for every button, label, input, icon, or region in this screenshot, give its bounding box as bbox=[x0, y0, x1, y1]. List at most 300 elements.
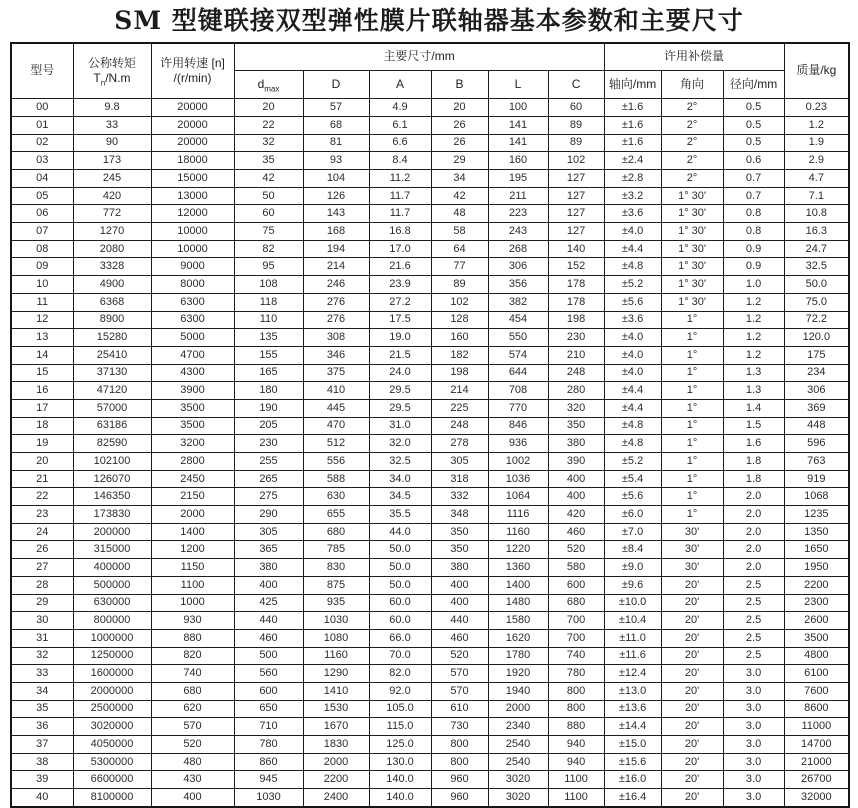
cell-mass: 3500 bbox=[784, 629, 849, 647]
header-angular: 角向 bbox=[661, 71, 723, 99]
cell-speed: 570 bbox=[151, 718, 234, 736]
cell-torque: 500000 bbox=[73, 576, 151, 594]
cell-radial: 2.0 bbox=[723, 541, 784, 559]
cell-C: 140 bbox=[548, 240, 604, 258]
cell-speed: 20000 bbox=[151, 116, 234, 134]
cell-D: 276 bbox=[303, 311, 369, 329]
page-title: SM 型键联接双型弹性膜片联轴器基本参数和主要尺寸 bbox=[114, 6, 744, 35]
cell-B: 34 bbox=[431, 170, 488, 188]
cell-A: 130.0 bbox=[369, 753, 431, 771]
table-row bbox=[11, 506, 849, 524]
cell-dmax: 35 bbox=[234, 152, 303, 170]
cell-speed: 680 bbox=[151, 682, 234, 700]
table-row bbox=[11, 134, 849, 152]
cell-C: 520 bbox=[548, 541, 604, 559]
cell-radial: 3.0 bbox=[723, 718, 784, 736]
cell-model: 36 bbox=[11, 718, 73, 736]
cell-model: 12 bbox=[11, 311, 73, 329]
cell-speed: 3200 bbox=[151, 435, 234, 453]
table-row bbox=[11, 346, 849, 364]
table-row bbox=[11, 364, 849, 382]
cell-dmax: 42 bbox=[234, 170, 303, 188]
cell-mass: 75.0 bbox=[784, 293, 849, 311]
header-model: 型号 bbox=[11, 43, 73, 99]
cell-C: 680 bbox=[548, 594, 604, 612]
cell-torque: 47120 bbox=[73, 382, 151, 400]
cell-D: 276 bbox=[303, 293, 369, 311]
cell-B: 20 bbox=[431, 99, 488, 117]
header-dim-L: L bbox=[488, 71, 548, 99]
cell-C: 280 bbox=[548, 382, 604, 400]
cell-A: 32.5 bbox=[369, 453, 431, 471]
cell-A: 27.2 bbox=[369, 293, 431, 311]
cell-B: 102 bbox=[431, 293, 488, 311]
cell-angular: 1° 30' bbox=[661, 258, 723, 276]
cell-angular: 1° bbox=[661, 382, 723, 400]
cell-L: 382 bbox=[488, 293, 548, 311]
cell-B: 520 bbox=[431, 647, 488, 665]
cell-model: 01 bbox=[11, 116, 73, 134]
cell-mass: 32.5 bbox=[784, 258, 849, 276]
cell-C: 127 bbox=[548, 170, 604, 188]
cell-L: 1160 bbox=[488, 523, 548, 541]
header-main-dimensions: 主要尺寸/mm bbox=[234, 43, 604, 71]
cell-axial: ±2.4 bbox=[604, 152, 661, 170]
cell-axial: ±7.0 bbox=[604, 523, 661, 541]
cell-mass: 16.3 bbox=[784, 223, 849, 241]
header-dim-B: B bbox=[431, 71, 488, 99]
cell-D: 410 bbox=[303, 382, 369, 400]
cell-axial: ±12.4 bbox=[604, 665, 661, 683]
cell-radial: 2.5 bbox=[723, 594, 784, 612]
cell-torque: 1600000 bbox=[73, 665, 151, 683]
cell-C: 390 bbox=[548, 453, 604, 471]
cell-dmax: 780 bbox=[234, 736, 303, 754]
cell-D: 785 bbox=[303, 541, 369, 559]
cell-speed: 20000 bbox=[151, 99, 234, 117]
table-row bbox=[11, 453, 849, 471]
cell-radial: 3.0 bbox=[723, 753, 784, 771]
cell-C: 380 bbox=[548, 435, 604, 453]
cell-angular: 1° 30' bbox=[661, 240, 723, 258]
cell-model: 14 bbox=[11, 346, 73, 364]
cell-L: 1036 bbox=[488, 470, 548, 488]
cell-D: 346 bbox=[303, 346, 369, 364]
cell-A: 92.0 bbox=[369, 682, 431, 700]
cell-C: 700 bbox=[548, 629, 604, 647]
cell-L: 1620 bbox=[488, 629, 548, 647]
cell-dmax: 95 bbox=[234, 258, 303, 276]
cell-angular: 1° bbox=[661, 488, 723, 506]
header-speed bbox=[151, 43, 234, 99]
cell-speed: 1200 bbox=[151, 541, 234, 559]
cell-C: 60 bbox=[548, 99, 604, 117]
table-row bbox=[11, 116, 849, 134]
cell-A: 24.0 bbox=[369, 364, 431, 382]
cell-torque: 82590 bbox=[73, 435, 151, 453]
cell-D: 143 bbox=[303, 205, 369, 223]
cell-dmax: 75 bbox=[234, 223, 303, 241]
cell-angular: 1° 30' bbox=[661, 293, 723, 311]
cell-B: 440 bbox=[431, 612, 488, 630]
cell-torque: 5300000 bbox=[73, 753, 151, 771]
cell-axial: ±10.0 bbox=[604, 594, 661, 612]
table-row bbox=[11, 771, 849, 789]
cell-radial: 1.4 bbox=[723, 399, 784, 417]
cell-B: 64 bbox=[431, 240, 488, 258]
cell-L: 846 bbox=[488, 417, 548, 435]
cell-L: 306 bbox=[488, 258, 548, 276]
cell-B: 960 bbox=[431, 789, 488, 807]
header-compensation: 许用补偿量 bbox=[604, 43, 784, 71]
cell-L: 1360 bbox=[488, 559, 548, 577]
table-row bbox=[11, 205, 849, 223]
cell-speed: 2800 bbox=[151, 453, 234, 471]
cell-dmax: 20 bbox=[234, 99, 303, 117]
cell-model: 19 bbox=[11, 435, 73, 453]
header-dim-C: C bbox=[548, 71, 604, 99]
cell-radial: 0.9 bbox=[723, 240, 784, 258]
cell-mass: 448 bbox=[784, 417, 849, 435]
cell-torque: 8900 bbox=[73, 311, 151, 329]
cell-C: 400 bbox=[548, 488, 604, 506]
header-dim-D: D bbox=[303, 71, 369, 99]
cell-dmax: 600 bbox=[234, 682, 303, 700]
cell-dmax: 945 bbox=[234, 771, 303, 789]
cell-radial: 0.5 bbox=[723, 99, 784, 117]
cell-angular: 1° 30' bbox=[661, 223, 723, 241]
cell-A: 11.7 bbox=[369, 187, 431, 205]
table-row bbox=[11, 223, 849, 241]
cell-radial: 1.8 bbox=[723, 470, 784, 488]
cell-model: 20 bbox=[11, 453, 73, 471]
cell-torque: 1270 bbox=[73, 223, 151, 241]
cell-radial: 2.5 bbox=[723, 647, 784, 665]
cell-dmax: 82 bbox=[234, 240, 303, 258]
table-row bbox=[11, 682, 849, 700]
cell-torque: 25410 bbox=[73, 346, 151, 364]
cell-angular: 30' bbox=[661, 523, 723, 541]
cell-speed: 6300 bbox=[151, 311, 234, 329]
cell-B: 248 bbox=[431, 417, 488, 435]
cell-B: 58 bbox=[431, 223, 488, 241]
cell-speed: 2150 bbox=[151, 488, 234, 506]
cell-axial: ±2.8 bbox=[604, 170, 661, 188]
cell-axial: ±8.4 bbox=[604, 541, 661, 559]
cell-B: 400 bbox=[431, 594, 488, 612]
cell-dmax: 425 bbox=[234, 594, 303, 612]
cell-C: 1100 bbox=[548, 771, 604, 789]
table-row bbox=[11, 311, 849, 329]
cell-L: 1480 bbox=[488, 594, 548, 612]
cell-A: 6.6 bbox=[369, 134, 431, 152]
cell-C: 420 bbox=[548, 506, 604, 524]
cell-torque: 57000 bbox=[73, 399, 151, 417]
cell-axial: ±13.6 bbox=[604, 700, 661, 718]
cell-mass: 4.7 bbox=[784, 170, 849, 188]
cell-A: 6.1 bbox=[369, 116, 431, 134]
cell-B: 48 bbox=[431, 205, 488, 223]
cell-mass: 369 bbox=[784, 399, 849, 417]
cell-A: 125.0 bbox=[369, 736, 431, 754]
table-body bbox=[11, 99, 849, 807]
cell-axial: ±11.6 bbox=[604, 647, 661, 665]
cell-torque: 173 bbox=[73, 152, 151, 170]
cell-radial: 3.0 bbox=[723, 736, 784, 754]
cell-dmax: 290 bbox=[234, 506, 303, 524]
cell-dmax: 230 bbox=[234, 435, 303, 453]
cell-axial: ±5.2 bbox=[604, 276, 661, 294]
cell-L: 2340 bbox=[488, 718, 548, 736]
cell-radial: 1.2 bbox=[723, 329, 784, 347]
cell-axial: ±4.0 bbox=[604, 346, 661, 364]
cell-mass: 1235 bbox=[784, 506, 849, 524]
cell-D: 1290 bbox=[303, 665, 369, 683]
cell-model: 30 bbox=[11, 612, 73, 630]
cell-torque: 9.8 bbox=[73, 99, 151, 117]
cell-B: 350 bbox=[431, 541, 488, 559]
cell-mass: 8600 bbox=[784, 700, 849, 718]
cell-mass: 2200 bbox=[784, 576, 849, 594]
cell-speed: 820 bbox=[151, 647, 234, 665]
cell-B: 128 bbox=[431, 311, 488, 329]
cell-angular: 20' bbox=[661, 612, 723, 630]
cell-B: 730 bbox=[431, 718, 488, 736]
cell-torque: 245 bbox=[73, 170, 151, 188]
cell-speed: 3500 bbox=[151, 417, 234, 435]
cell-D: 104 bbox=[303, 170, 369, 188]
cell-B: 26 bbox=[431, 116, 488, 134]
cell-angular: 1° bbox=[661, 346, 723, 364]
cell-angular: 20' bbox=[661, 718, 723, 736]
table-row bbox=[11, 329, 849, 347]
header-dim-A: A bbox=[369, 71, 431, 99]
table-row bbox=[11, 435, 849, 453]
cell-speed: 1100 bbox=[151, 576, 234, 594]
cell-torque: 33 bbox=[73, 116, 151, 134]
cell-model: 37 bbox=[11, 736, 73, 754]
cell-speed: 4300 bbox=[151, 364, 234, 382]
table-row bbox=[11, 382, 849, 400]
cell-angular: 1° bbox=[661, 453, 723, 471]
cell-B: 214 bbox=[431, 382, 488, 400]
cell-L: 141 bbox=[488, 116, 548, 134]
cell-speed: 480 bbox=[151, 753, 234, 771]
cell-B: 182 bbox=[431, 346, 488, 364]
cell-C: 940 bbox=[548, 736, 604, 754]
cell-angular: 20' bbox=[661, 771, 723, 789]
cell-angular: 20' bbox=[661, 753, 723, 771]
cell-angular: 20' bbox=[661, 789, 723, 807]
cell-B: 225 bbox=[431, 399, 488, 417]
cell-mass: 4800 bbox=[784, 647, 849, 665]
cell-model: 08 bbox=[11, 240, 73, 258]
cell-torque: 420 bbox=[73, 187, 151, 205]
table-row bbox=[11, 399, 849, 417]
cell-A: 34.5 bbox=[369, 488, 431, 506]
table-row bbox=[11, 789, 849, 807]
cell-dmax: 190 bbox=[234, 399, 303, 417]
table-row bbox=[11, 753, 849, 771]
cell-radial: 0.8 bbox=[723, 223, 784, 241]
cell-B: 800 bbox=[431, 736, 488, 754]
cell-radial: 2.0 bbox=[723, 488, 784, 506]
cell-torque: 315000 bbox=[73, 541, 151, 559]
table-row bbox=[11, 736, 849, 754]
cell-speed: 1400 bbox=[151, 523, 234, 541]
cell-dmax: 165 bbox=[234, 364, 303, 382]
header-torque-title: 公称转矩 bbox=[87, 55, 136, 70]
cell-mass: 72.2 bbox=[784, 311, 849, 329]
cell-angular: 1° 30' bbox=[661, 205, 723, 223]
table-row bbox=[11, 170, 849, 188]
cell-axial: ±4.8 bbox=[604, 435, 661, 453]
cell-speed: 3900 bbox=[151, 382, 234, 400]
cell-radial: 1.5 bbox=[723, 417, 784, 435]
cell-angular: 30' bbox=[661, 559, 723, 577]
table-row bbox=[11, 594, 849, 612]
table-row bbox=[11, 258, 849, 276]
cell-torque: 126070 bbox=[73, 470, 151, 488]
cell-L: 1116 bbox=[488, 506, 548, 524]
cell-dmax: 60 bbox=[234, 205, 303, 223]
cell-mass: 10.8 bbox=[784, 205, 849, 223]
cell-mass: 120.0 bbox=[784, 329, 849, 347]
header-axial: 轴向/mm bbox=[604, 71, 661, 99]
cell-axial: ±5.6 bbox=[604, 488, 661, 506]
cell-B: 350 bbox=[431, 523, 488, 541]
cell-C: 127 bbox=[548, 187, 604, 205]
cell-model: 06 bbox=[11, 205, 73, 223]
cell-axial: ±4.8 bbox=[604, 417, 661, 435]
cell-radial: 3.0 bbox=[723, 682, 784, 700]
cell-axial: ±4.4 bbox=[604, 399, 661, 417]
cell-torque: 772 bbox=[73, 205, 151, 223]
cell-model: 18 bbox=[11, 417, 73, 435]
cell-B: 26 bbox=[431, 134, 488, 152]
cell-axial: ±1.6 bbox=[604, 99, 661, 117]
cell-torque: 2080 bbox=[73, 240, 151, 258]
cell-B: 460 bbox=[431, 629, 488, 647]
cell-L: 356 bbox=[488, 276, 548, 294]
cell-speed: 620 bbox=[151, 700, 234, 718]
cell-mass: 2600 bbox=[784, 612, 849, 630]
cell-torque: 146350 bbox=[73, 488, 151, 506]
table-row bbox=[11, 293, 849, 311]
cell-dmax: 22 bbox=[234, 116, 303, 134]
cell-angular: 1° bbox=[661, 329, 723, 347]
cell-angular: 1° 30' bbox=[661, 276, 723, 294]
cell-mass: 1.2 bbox=[784, 116, 849, 134]
cell-radial: 2.0 bbox=[723, 523, 784, 541]
cell-A: 60.0 bbox=[369, 612, 431, 630]
cell-D: 1030 bbox=[303, 612, 369, 630]
cell-model: 29 bbox=[11, 594, 73, 612]
cell-A: 140.0 bbox=[369, 789, 431, 807]
cell-dmax: 860 bbox=[234, 753, 303, 771]
cell-C: 89 bbox=[548, 116, 604, 134]
cell-B: 278 bbox=[431, 435, 488, 453]
cell-B: 77 bbox=[431, 258, 488, 276]
cell-A: 4.9 bbox=[369, 99, 431, 117]
cell-dmax: 155 bbox=[234, 346, 303, 364]
cell-radial: 2.5 bbox=[723, 629, 784, 647]
cell-mass: 306 bbox=[784, 382, 849, 400]
cell-A: 16.8 bbox=[369, 223, 431, 241]
cell-dmax: 108 bbox=[234, 276, 303, 294]
cell-C: 580 bbox=[548, 559, 604, 577]
cell-axial: ±9.6 bbox=[604, 576, 661, 594]
cell-angular: 2° bbox=[661, 116, 723, 134]
cell-mass: 596 bbox=[784, 435, 849, 453]
cell-model: 10 bbox=[11, 276, 73, 294]
cell-radial: 3.0 bbox=[723, 789, 784, 807]
cell-speed: 10000 bbox=[151, 223, 234, 241]
cell-dmax: 365 bbox=[234, 541, 303, 559]
cell-mass: 7600 bbox=[784, 682, 849, 700]
cell-axial: ±14.4 bbox=[604, 718, 661, 736]
cell-L: 936 bbox=[488, 435, 548, 453]
cell-D: 655 bbox=[303, 506, 369, 524]
cell-L: 454 bbox=[488, 311, 548, 329]
cell-D: 830 bbox=[303, 559, 369, 577]
cell-dmax: 440 bbox=[234, 612, 303, 630]
cell-angular: 20' bbox=[661, 736, 723, 754]
table-row bbox=[11, 488, 849, 506]
table-row bbox=[11, 99, 849, 117]
cell-B: 198 bbox=[431, 364, 488, 382]
header-torque-symbol: $T_n/N.m$ bbox=[93, 71, 131, 88]
cell-A: 34.0 bbox=[369, 470, 431, 488]
cell-C: 800 bbox=[548, 700, 604, 718]
cell-angular: 2° bbox=[661, 134, 723, 152]
cell-C: 940 bbox=[548, 753, 604, 771]
cell-B: 960 bbox=[431, 771, 488, 789]
table-row bbox=[11, 718, 849, 736]
cell-L: 770 bbox=[488, 399, 548, 417]
cell-model: 33 bbox=[11, 665, 73, 683]
cell-L: 243 bbox=[488, 223, 548, 241]
cell-C: 127 bbox=[548, 205, 604, 223]
cell-D: 1080 bbox=[303, 629, 369, 647]
cell-dmax: 400 bbox=[234, 576, 303, 594]
cell-C: 210 bbox=[548, 346, 604, 364]
cell-A: 82.0 bbox=[369, 665, 431, 683]
cell-A: 21.5 bbox=[369, 346, 431, 364]
cell-model: 11 bbox=[11, 293, 73, 311]
cell-model: 24 bbox=[11, 523, 73, 541]
cell-model: 03 bbox=[11, 152, 73, 170]
cell-C: 152 bbox=[548, 258, 604, 276]
table-row bbox=[11, 152, 849, 170]
cell-B: 570 bbox=[431, 682, 488, 700]
cell-dmax: 205 bbox=[234, 417, 303, 435]
cell-model: 13 bbox=[11, 329, 73, 347]
cell-radial: 1.2 bbox=[723, 293, 784, 311]
cell-B: 305 bbox=[431, 453, 488, 471]
cell-speed: 930 bbox=[151, 612, 234, 630]
cell-model: 38 bbox=[11, 753, 73, 771]
cell-L: 268 bbox=[488, 240, 548, 258]
cell-B: 570 bbox=[431, 665, 488, 683]
cell-B: 800 bbox=[431, 753, 488, 771]
cell-B: 318 bbox=[431, 470, 488, 488]
cell-A: 50.0 bbox=[369, 576, 431, 594]
cell-radial: 1.3 bbox=[723, 382, 784, 400]
cell-D: 308 bbox=[303, 329, 369, 347]
cell-L: 3020 bbox=[488, 789, 548, 807]
table-row bbox=[11, 470, 849, 488]
